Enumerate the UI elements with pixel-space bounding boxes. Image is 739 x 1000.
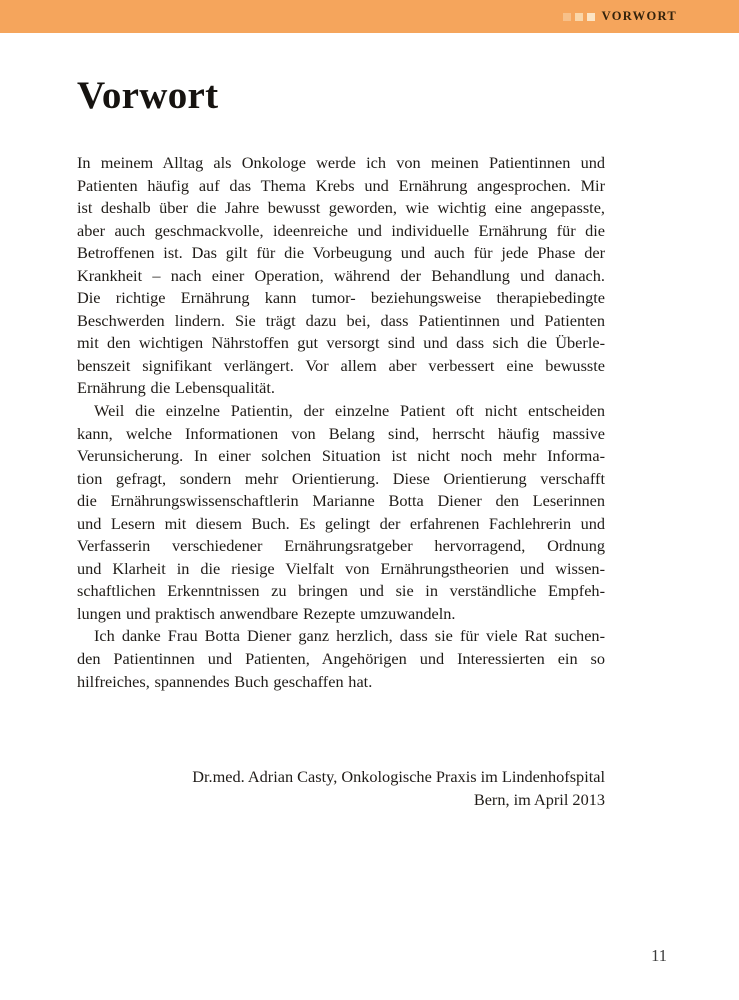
text-line: Patienten häufig auf das Thema Krebs und Ernährung angesprochen. Mir <box>77 175 605 195</box>
signature-line-1: Dr.med. Adrian Casty, Onkologische Praxis im Lindenhofspital <box>192 767 605 786</box>
text-line: tion gefragt, sondern mehr Orientierung. Diese Orientierung verschafft <box>77 468 605 488</box>
text-line: hilfreiches, spannendes Buch geschaffen hat. <box>77 671 373 691</box>
text-line: schaftlichen Erkenntnissen zu bringen und sie in verständliche Empfeh- <box>77 581 605 601</box>
text-line: benszeit signifikant verlängert. Vor allem aber verbessert eine bewusste <box>77 355 605 375</box>
body-text <box>77 152 605 693</box>
page-title: Vorwort <box>77 74 219 117</box>
text-line: mit den wichtigen Nährstoffen gut versorgt sind und dass sich die Überle- <box>77 333 605 353</box>
running-head: VORWORT <box>601 9 677 23</box>
text-line: Betroffenen ist. Das gilt für die Vorbeugung und auch für jede Phase der <box>77 243 605 263</box>
text-line: Verunsicherung. In einer solchen Situation ist nicht noch mehr Informa- <box>77 446 605 466</box>
text-line: Beschwerden lindern. Sie trägt dazu bei, dass Patientinnen und Patienten <box>77 310 605 330</box>
text-line: kann, welche Informationen von Belang sind, herrscht häufig massive <box>77 423 605 443</box>
page-content <box>77 0 605 1000</box>
text-line: Weil die einzelne Patientin, der einzelne Patient oft nicht entscheiden <box>94 401 605 421</box>
text-line: aber auch geschmackvolle, ideenreiche und individuelle Ernährung für die <box>77 220 605 240</box>
text-line: lungen und praktisch anwendbare Rezepte umzuwandeln. <box>77 603 456 623</box>
text-line: Verfasserin verschiedener Ernährungsratgeber hervorragend, Ordnung <box>77 536 605 556</box>
text-line: In meinem Alltag als Onkologe werde ich von meinen Patientinnen und <box>77 153 605 172</box>
text-line: Ernährung die Lebensqualität. <box>77 378 275 398</box>
text-line: Ich danke Frau Botta Diener ganz herzlich, dass sie für viele Rat suchen- <box>94 626 605 646</box>
text-line: den Patientinnen und Patienten, Angehörigen und Interessierten ein so <box>77 649 605 669</box>
page-number: 11 <box>651 946 667 965</box>
text-line: ist deshalb über die Jahre bewusst geworden, wie wichtig eine angepasste, <box>77 198 605 218</box>
signature-block <box>77 766 605 811</box>
text-line: und Lesern mit diesem Buch. Es gelingt der erfahrenen Fachlehrerin und <box>77 513 605 533</box>
text-line: und Klarheit in die riesige Vielfalt von Ernährungstheorien und wissen- <box>77 558 605 578</box>
text-line: Krankheit – nach einer Operation, während der Behandlung und danach. <box>77 265 605 285</box>
signature-line-2: Bern, im April 2013 <box>473 789 605 809</box>
text-line: Die richtige Ernährung kann tumor- beziehungsweise therapiebedingte <box>77 288 605 308</box>
text-line: die Ernährungswissenschaftlerin Marianne Botta Diener den Leserinnen <box>77 491 605 511</box>
